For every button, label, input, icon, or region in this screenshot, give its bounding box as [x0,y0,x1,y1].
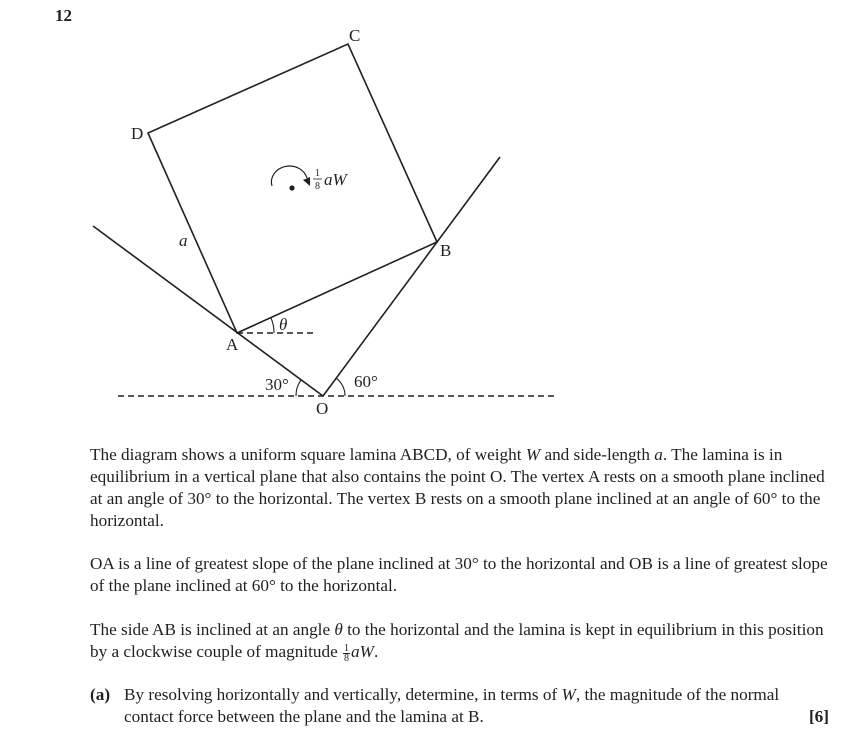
vertex-label-a: A [226,335,239,354]
angle-30-arc [296,380,301,396]
part-a-marks: [6] [808,707,829,726]
plane-60 [323,157,500,396]
point-label-o: O [316,399,329,418]
question-number: 12 [55,6,72,25]
paragraph-couple: The side AB is inclined at an angle θ to the horizontal and the lamina is kept in equilibrium in this position by a clockwise couple of magnitude $\frac{1}{8}$ aW. [90,620,824,664]
part-a-label: (a) [90,685,111,704]
theta-label: θ [279,315,288,334]
angle-30-label: 30° [265,375,289,394]
clockwise-couple-icon [271,166,307,186]
angle-theta-arc [271,318,274,333]
plane-30 [93,226,323,396]
angle-60-arc [336,378,345,396]
couple-magnitude: aW [324,170,347,189]
paragraph-slopes: OA is a line of greatest slope of the plane inclined at 30° to the horizontal and OB is a line of greatest slope of the plane inclined at 60° to the horizontal. [90,554,828,595]
vertex-label-c: C [349,26,361,45]
part-a-text: By resolving horizontally and vertically, determine, in terms of W, the magnitude of the normal contact force between the plane and the lamina at B. [124,685,780,726]
vertex-label-b: B [440,241,452,260]
fraction-one-eighth: $\frac{1}{8}$ [344,642,350,664]
centre-dot [289,185,294,190]
side-length-label: a [179,231,188,250]
couple-frac-num: 1 [315,168,320,179]
paragraph-description: The diagram shows a uniform square lamina ABCD, of weight W and side-length a. The lamina is in equilibrium in a vertical plane that also contains the point O. The vertex A rests on a smooth plane inclined at an angle of 30° to the horizontal. The vertex B rests on a smooth plane inclined at an angle of 60° to the horizontal. [90,445,825,530]
vertex-label-d: D [131,124,144,143]
angle-60-label: 60° [354,372,378,391]
couple-frac-den: 8 [315,181,320,192]
